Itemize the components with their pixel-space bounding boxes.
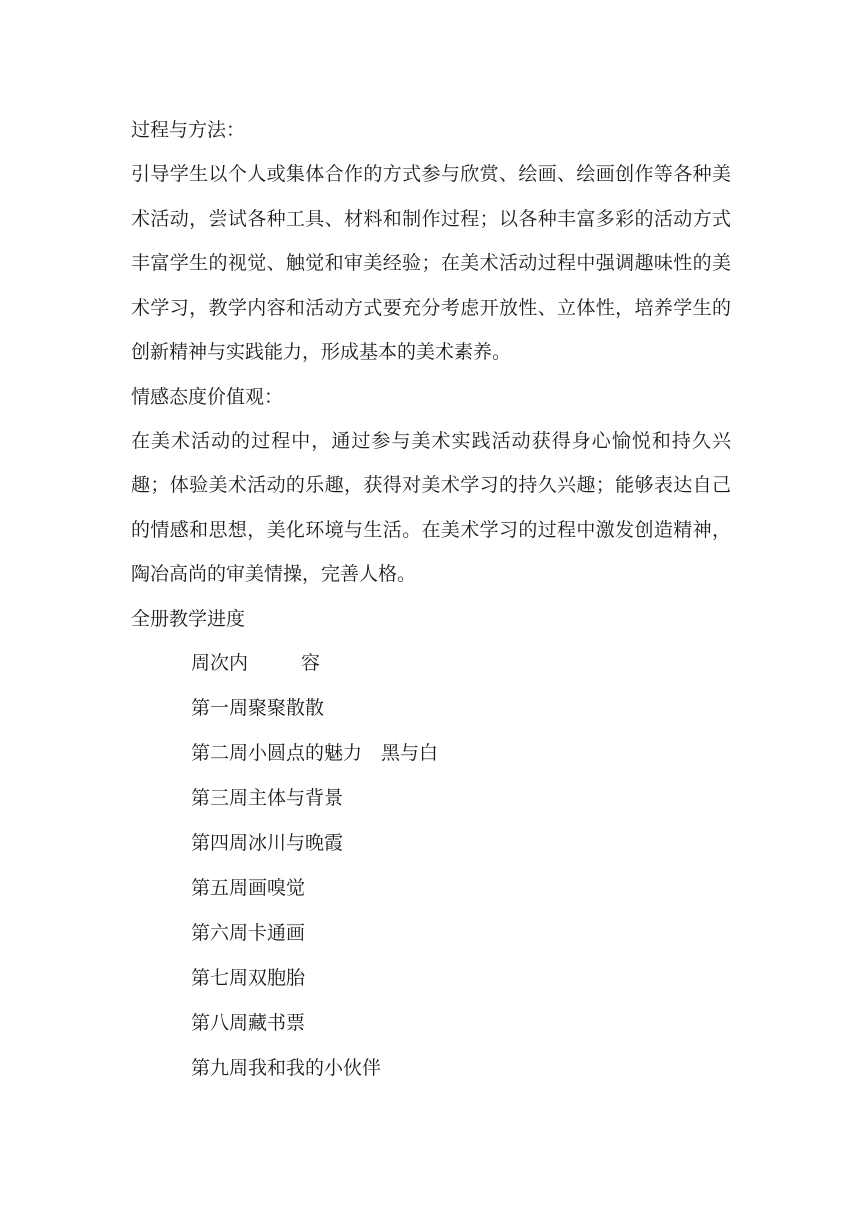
schedule-item: 第九周我和我的小伙伴 xyxy=(191,1056,382,1079)
schedule-item: 第七周双胞胎 xyxy=(191,966,306,989)
schedule-item: 第六周卡通画 xyxy=(191,921,306,944)
schedule-item: 第一周聚聚散散 xyxy=(191,696,325,719)
schedule-item: 第八周藏书票 xyxy=(191,1011,306,1034)
schedule-item: 第四周冰川与晚霞 xyxy=(191,831,344,854)
schedule-item: 第二周小圆点的魅力 黑与白 xyxy=(191,741,439,764)
document-content xyxy=(131,108,731,1091)
schedule-header-week: 周次内 xyxy=(191,651,249,674)
schedule-item: 第五周画嗅觉 xyxy=(191,876,306,899)
schedule-list xyxy=(131,686,731,1091)
schedule-column-header xyxy=(131,641,731,686)
process-method-heading: 过程与方法： xyxy=(131,119,246,141)
emotion-attitude-heading: 情感态度价值观： xyxy=(131,385,284,408)
schedule-header-content: 容 xyxy=(301,651,321,674)
process-method-paragraph: 引导学生以个人或集体合作的方式参与欣赏、绘画、绘画创作等各种美术活动，尝试各种工具、材料和制作过程；以各种丰富多彩的活动方式丰富学生的视觉、触觉和审美经验；在美术活动过程中强调趣味性的美术学习，教学内容和活动方式要充分考虑开放性、立体性，培养学生的创新精神与实践能力，形成基本的美术素养。 xyxy=(131,163,731,363)
emotion-attitude-paragraph: 在美术活动的过程中，通过参与美术实践活动获得身心愉悦和持久兴趣；体验美术活动的乐趣，获得对美术学习的持久兴趣；能够表达自己的情感和思想，美化环境与生活。在美术学习的过程中激发创造精神，陶冶高尚的审美情操，完善人格。 xyxy=(131,429,731,585)
schedule-heading: 全册教学进度 xyxy=(131,607,246,630)
schedule-item: 第三周主体与背景 xyxy=(191,786,344,809)
